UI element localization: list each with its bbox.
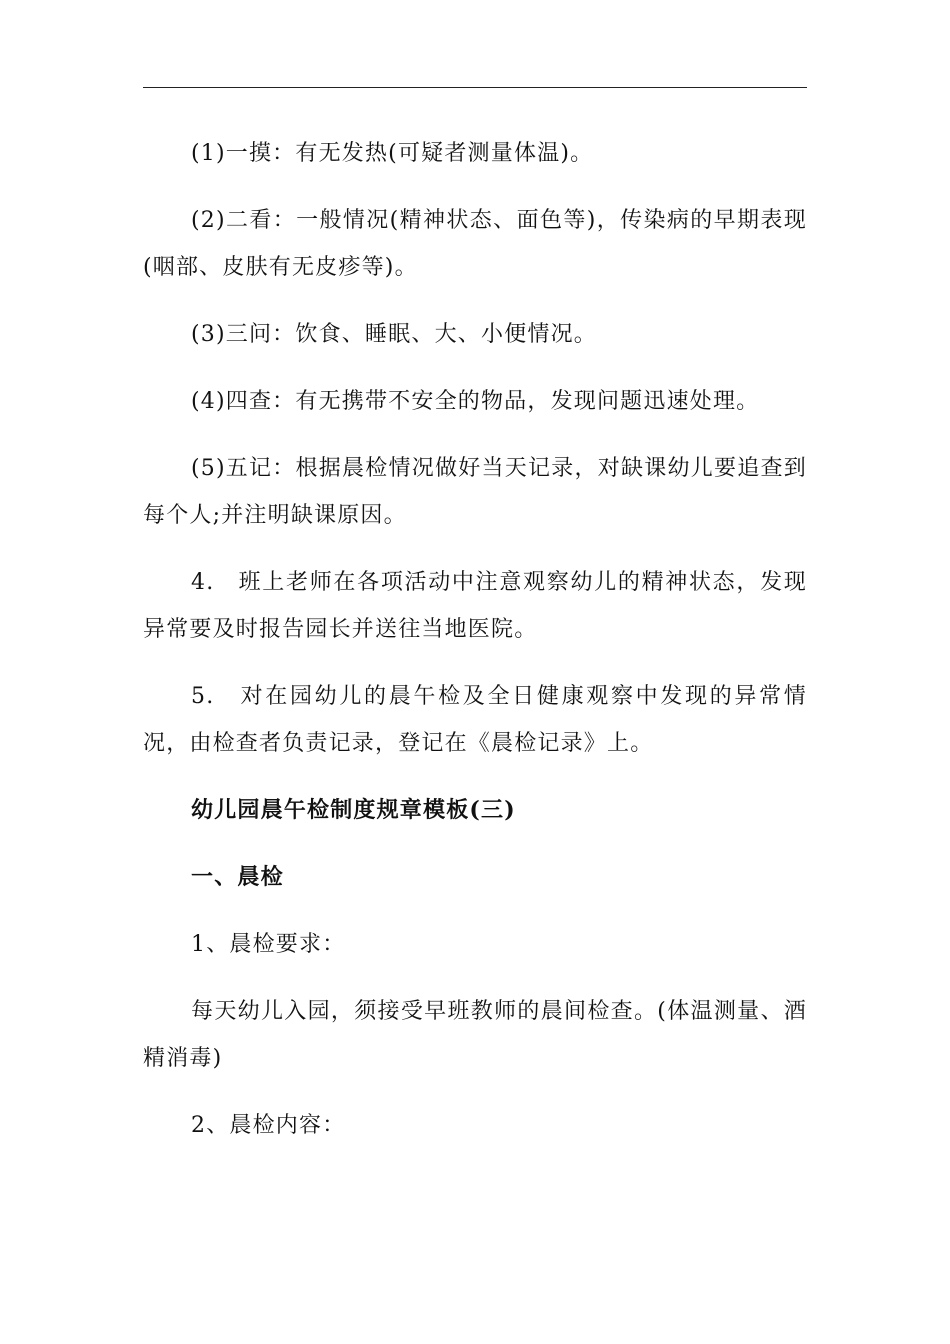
paragraph-10: 2、晨检内容：	[191, 1113, 346, 1138]
section-heading: 一、晨检	[191, 864, 284, 890]
document-body	[143, 130, 807, 1169]
paragraph-2: (2)二看：一般情况(精神状态、面色等)，传染病的早期表现(咽部、皮肤有无皮疹等)。	[143, 208, 807, 280]
paragraph-7: 5. 对在园幼儿的晨午检及全日健康观察中发现的异常情况，由检查者负责记录，登记在《晨检记录》上。	[143, 684, 807, 756]
paragraph-8: 1、晨检要求：	[191, 932, 346, 957]
paragraph-6: 4. 班上老师在各项活动中注意观察幼儿的精神状态，发现异常要及时报告园长并送往当地医院。	[143, 570, 807, 642]
paragraph-3: (3)三问：饮食、睡眠、大、小便情况。	[191, 322, 597, 347]
section-title: 幼儿园晨午检制度规章模板(三)	[191, 797, 516, 823]
paragraph-1: (1)一摸：有无发热(可疑者测量体温)。	[191, 141, 594, 166]
header-rule	[143, 87, 807, 88]
paragraph-9: 每天幼儿入园，须接受早班教师的晨间检查。(体温测量、酒精消毒)	[143, 999, 807, 1071]
paragraph-4: (4)四查：有无携带不安全的物品，发现问题迅速处理。	[191, 389, 760, 414]
paragraph-5: (5)五记：根据晨检情况做好当天记录，对缺课幼儿要追查到每个人;并注明缺课原因。	[143, 456, 807, 528]
